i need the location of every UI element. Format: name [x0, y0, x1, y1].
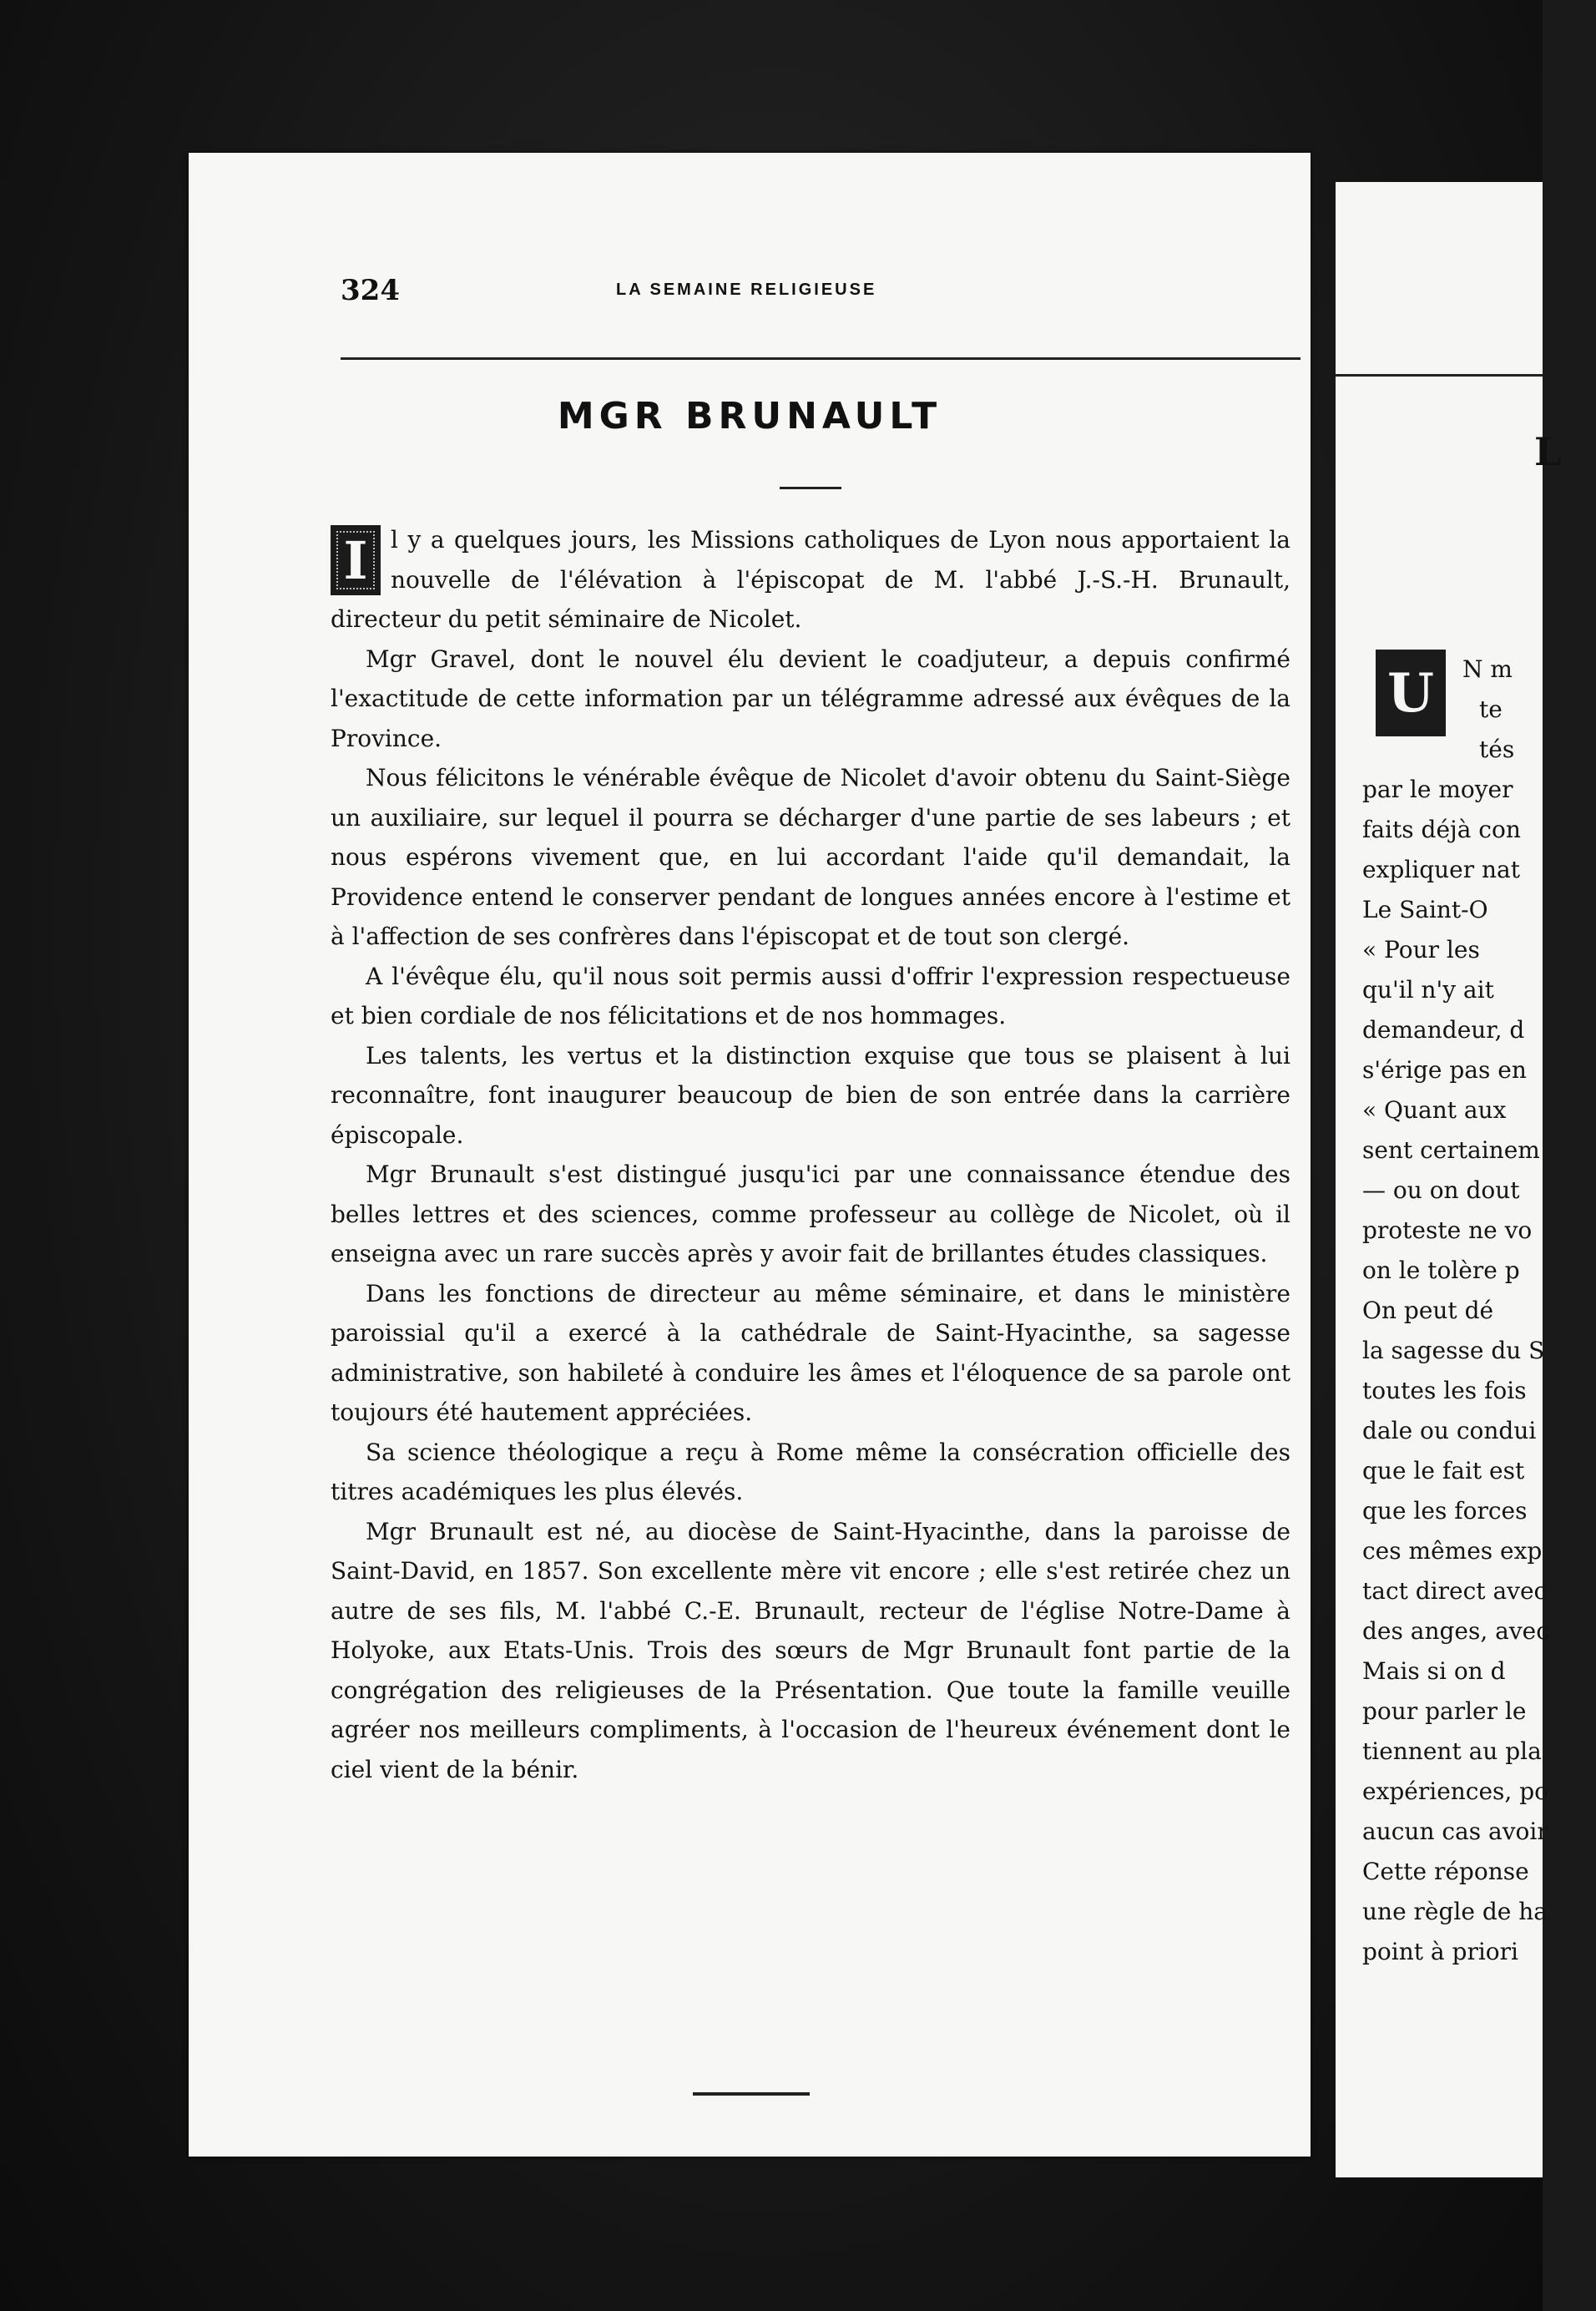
text-line: par le moyer — [1362, 776, 1513, 803]
header-rule — [341, 357, 1301, 360]
text-line: te — [1479, 695, 1503, 723]
text-line: on le tolère p — [1362, 1257, 1520, 1284]
text-line: tés — [1479, 736, 1515, 763]
text-line: N m — [1462, 655, 1513, 683]
text-line: pour parler le — [1362, 1697, 1527, 1725]
text-line: On peut dé — [1362, 1297, 1494, 1324]
end-rule — [693, 2092, 810, 2096]
text-line: qu'il n'y ait — [1362, 976, 1494, 1004]
text-line: une règle de ha — [1362, 1898, 1548, 1925]
right-drop-cap-letter: U — [1387, 662, 1434, 725]
right-page-text — [1362, 650, 1596, 1972]
text-line: point à priori — [1362, 1938, 1518, 1965]
text-line: tiennent au pla — [1362, 1737, 1542, 1765]
text-line: — ou on dout — [1362, 1176, 1520, 1204]
text-line: Mais si on d — [1362, 1657, 1506, 1685]
text-line: Cette réponse — [1362, 1858, 1529, 1885]
drop-cap — [331, 525, 381, 595]
paragraph: l y a quelques jours, les Missions catholiques de Lyon nous apportaient la nouvelle de l'élévation à l'épiscopat de M. l'abbé J.-S.-H. Brunault, directeur du petit séminaire de Nicolet. — [331, 526, 1290, 633]
running-head: LA SEMAINE RELIGIEUSE — [616, 281, 877, 299]
text-line: aucun cas avoir — [1362, 1818, 1548, 1845]
text-line: « Quant aux — [1362, 1096, 1507, 1124]
text-line: dale ou condui — [1362, 1417, 1537, 1444]
drop-cap-letter: I — [343, 530, 368, 591]
paragraph: Dans les fonctions de directeur au même séminaire, et dans le ministère paroissial qu'il a exercé à la cathédrale de Saint-Hyacinthe, sa sagesse administrative, son habileté à conduire les âmes et l'éloquence de sa parole ont toujours été hautement appréciées. — [331, 1279, 1290, 1426]
left-page — [189, 153, 1311, 2157]
text-line: expériences, po — [1362, 1777, 1549, 1805]
text-line: faits déjà con — [1362, 816, 1521, 843]
text-line: expliquer nat — [1362, 856, 1520, 883]
text-line: Le Saint-O — [1362, 896, 1488, 923]
text-line: sent certainem — [1362, 1136, 1540, 1164]
text-line: s'érige pas en — [1362, 1056, 1527, 1084]
right-heading-fragment: L — [1534, 429, 1562, 474]
right-page — [1336, 182, 1562, 2177]
paragraph: Nous félicitons le vénérable évêque de Nicolet d'avoir obtenu du Saint-Siège un auxiliaire, sur lequel il pourra se décharger d'une partie de ses labeurs ; et nous espérons vivement que, en lui accordant l'aide qu'il demandait, la Providence entend le conserver pendant de longues années encore à l'estime et à l'affection de ses confrères dans l'épiscopat et de tout son clergé. — [331, 764, 1290, 950]
text-line: la sagesse du S — [1362, 1337, 1545, 1364]
text-line: toutes les fois — [1362, 1377, 1527, 1404]
text-line: tact direct avec — [1362, 1577, 1548, 1605]
text-line: que les forces — [1362, 1497, 1528, 1525]
article-body — [331, 520, 1290, 1789]
text-line: ces mêmes exp — [1362, 1537, 1543, 1565]
page-number: 324 — [341, 274, 400, 307]
paragraph: A l'évêque élu, qu'il nous soit permis aussi d'offrir l'expression respectueuse et bien cordiale de nos félicitations et de nos hommages. — [331, 962, 1290, 1029]
right-header-rule — [1336, 374, 1543, 377]
text-line: des anges, avec — [1362, 1617, 1549, 1645]
text-line: demandeur, d — [1362, 1016, 1525, 1044]
paragraph: Mgr Brunault s'est distingué jusqu'ici par une connaissance étendue des belles lettres et des sciences, comme professeur au collège de Nicolet, où il enseigna avec un rare succès après y avoir fait de brillantes études classiques. — [331, 1161, 1290, 1267]
paragraph: Les talents, les vertus et la distinction exquise que tous se plaisent à lui reconnaître, font inaugurer beaucoup de bien de son entrée dans la carrière épiscopale. — [331, 1041, 1290, 1149]
paragraph: Mgr Brunault est né, au diocèse de Saint-Hyacinthe, dans la paroisse de Saint-David, en 1857. Son excellente mère vit encore ; elle s'est retirée chez un autre de ses fils, M. l'abbé C.-E. Brunault, recteur de l'église Notre-Dame à Holyoke, aux Etats-Unis. Trois des sœurs de Mgr Brunault font partie de la congrégation des religieuses de la Présentation. Que toute la famille veuille agréer nos meilleurs compliments, à l'occasion de l'heureux événement dont le ciel vient de la bénir. — [331, 1517, 1290, 1783]
page-header — [341, 274, 1459, 324]
paragraph: Mgr Gravel, dont le nouvel élu devient le coadjuteur, a depuis confirmé l'exactitude de cette information par un télégramme adressé aux évêques de la Province. — [331, 645, 1290, 752]
text-line: « Pour les — [1362, 936, 1480, 963]
title-rule — [780, 487, 841, 489]
text-line: que le fait est — [1362, 1457, 1525, 1484]
article-title: MGR BRUNAULT — [557, 395, 942, 437]
paragraph: Sa science théologique a reçu à Rome même la consécration officielle des titres académiques les plus élevés. — [331, 1438, 1290, 1505]
text-line: proteste ne vo — [1362, 1216, 1533, 1244]
